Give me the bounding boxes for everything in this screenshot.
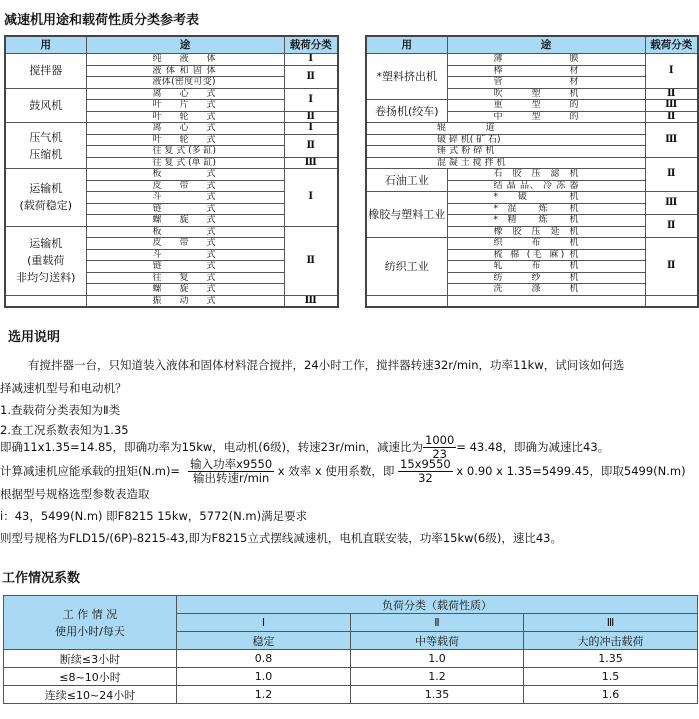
header-use1: 用 xyxy=(5,36,86,54)
equipment-group-cell: 石油工业 xyxy=(366,169,447,192)
use-cell: 吹 塑 机 xyxy=(447,88,645,100)
guide-line6: i：43，5499(N.m) 即F8215 15kw，5772(N.m)满足要求 xyxy=(0,509,308,523)
use-cell: 混 凝 土 搅 拌 机 xyxy=(366,157,645,169)
guide-step2: 2.查工况系数表知为1.35 xyxy=(0,423,129,437)
table-row xyxy=(366,54,698,66)
line3-text: 即确11x1.35=14.85，即确功率为15kw，电动机(6级)，转速23r/min，减速比为 xyxy=(0,440,424,454)
use-cell: 纺 纱 机 xyxy=(447,272,645,284)
load-class-cell: Ⅱ xyxy=(645,88,698,100)
table-row xyxy=(366,238,698,250)
load-class-cell: Ⅲ xyxy=(284,157,338,169)
value-cell: 1.2 xyxy=(351,668,524,686)
right-classification-table xyxy=(365,35,699,308)
use-cell: 斗 式 xyxy=(86,192,284,204)
use-cell: 螺 旋 式 xyxy=(86,215,284,227)
table-row xyxy=(4,686,698,704)
value-cell: 1.5 xyxy=(524,668,698,686)
load-class-cell: Ⅱ xyxy=(284,65,338,88)
table-row xyxy=(366,295,698,307)
use-cell: 螺 旋 式 xyxy=(86,284,284,296)
guide-line5: 根据型号规格选型参数表造取 xyxy=(0,487,150,501)
equipment-group-cell: 纺织工业 xyxy=(366,238,447,296)
guide-line3 xyxy=(0,434,609,461)
load-class-cell: Ⅱ xyxy=(645,111,698,123)
class-2: Ⅱ xyxy=(351,614,524,632)
fraction-denominator: 32 xyxy=(418,471,433,485)
use-cell: 中 型 的 xyxy=(447,111,645,123)
table-row xyxy=(5,88,338,100)
use-cell xyxy=(447,295,645,307)
use-cell: 破 碎 机( 矿 石) xyxy=(366,134,645,146)
load-class-cell xyxy=(645,295,698,307)
load-class-cell: Ⅰ xyxy=(284,54,338,66)
fraction-torque xyxy=(188,458,274,485)
guide-step1: 1.查载荷分类表知为Ⅱ类 xyxy=(0,403,121,417)
use-cell: 离 心 式 xyxy=(86,123,284,135)
load-class-cell: Ⅲ xyxy=(284,295,338,307)
header-use1: 用 xyxy=(366,36,447,54)
use-cell: 链 式 xyxy=(86,203,284,215)
equipment-group-cell: 橡胶与塑料工业 xyxy=(366,192,447,238)
load-class-cell: Ⅲ xyxy=(645,100,698,112)
use-cell: 橡 胶 压 延 机 xyxy=(447,226,645,238)
use-cell: 薄 膜 xyxy=(447,54,645,66)
line3-result: = 43.48，即确为减速比43。 xyxy=(456,440,610,454)
label-1: 稳定 xyxy=(177,632,351,650)
use-cell: 往 复 式 (单 缸) xyxy=(86,157,284,169)
use-cell: 纯 液 体 xyxy=(86,54,284,66)
load-class-cell: Ⅲ xyxy=(645,192,698,215)
equipment-group-cell: 卷扬机(绞车) xyxy=(366,100,447,123)
load-class-cell: Ⅰ xyxy=(645,54,698,89)
page-title: 减速机用途和载荷性质分类参考表 xyxy=(4,13,200,28)
guide-para1b: 择减速机型号和电动机？ xyxy=(0,381,127,395)
equipment-group-cell xyxy=(366,295,447,307)
value-cell: 1.0 xyxy=(351,650,524,668)
corner-header: 工 作 情 况 使用小时/每天 xyxy=(4,596,177,650)
use-cell: 往 复 式 (多 缸) xyxy=(86,146,284,158)
guide-heading: 选用说明 xyxy=(8,330,61,345)
use-cell: 石 胶 压 滤 机 xyxy=(447,169,645,181)
load-class-cell: Ⅰ xyxy=(284,88,338,111)
fraction-denominator: 输出转速r/min xyxy=(192,471,270,485)
value-cell: 1.35 xyxy=(524,650,698,668)
service-factor-table xyxy=(3,595,698,704)
use-cell: 板 式 xyxy=(86,169,284,181)
use-cell: 结 晶 品、 冷 冻 器 xyxy=(447,180,645,192)
header-use2: 途 xyxy=(86,36,284,54)
table-row xyxy=(366,192,698,204)
line4-mid: x 效率 x 使用系数，即 xyxy=(274,464,399,478)
load-class-cell: Ⅱ xyxy=(284,111,338,123)
table-row xyxy=(5,226,338,238)
use-cell: *破 机 xyxy=(447,192,645,204)
line4-text: 计算减速机应能承载的扭矩(N.m)= xyxy=(0,464,181,478)
use-cell: 板 式 xyxy=(86,226,284,238)
load-class-cell: Ⅱ xyxy=(645,215,698,238)
header-rating: 载荷分类 xyxy=(645,36,698,54)
value-cell: 0.8 xyxy=(177,650,351,668)
fraction-numerator: 15x9550 xyxy=(400,457,451,471)
equipment-group-cell: *塑料挤出机 xyxy=(366,54,447,100)
class-3: Ⅲ xyxy=(524,614,698,632)
use-cell: 液体(密度可变) xyxy=(86,77,284,89)
use-cell: 液 体 和 固 体 xyxy=(86,65,284,77)
condition-cell: 连续≤10~24小时 xyxy=(4,686,177,704)
use-cell: 辊 道 xyxy=(366,123,645,135)
load-class-header: 负荷分类（载荷性质） xyxy=(177,596,698,614)
table-row xyxy=(5,295,338,307)
value-cell: 1.2 xyxy=(177,686,351,704)
fraction-numerator: 1000 xyxy=(425,433,455,447)
fraction-numerator: 输入功率x9550 xyxy=(190,457,273,471)
factor-heading: 工作情况系数 xyxy=(2,571,81,586)
use-cell: 往 复 式 xyxy=(86,272,284,284)
left-classification-table xyxy=(4,35,339,308)
load-class-cell: Ⅰ xyxy=(284,123,338,135)
guide-line4 xyxy=(0,458,686,485)
use-cell: 织 布 机 xyxy=(447,238,645,250)
value-cell: 1.6 xyxy=(524,686,698,704)
use-cell: *精 炼 机 xyxy=(447,215,645,227)
use-cell: 锤 式 粉 碎 机 xyxy=(366,146,645,158)
class-1: Ⅰ xyxy=(177,614,351,632)
load-class-cell: Ⅰ xyxy=(284,169,338,227)
use-cell: 叶 片 式 xyxy=(86,100,284,112)
header-use2: 途 xyxy=(447,36,645,54)
use-cell: 洗 涤 机 xyxy=(447,284,645,296)
use-cell: 梳 棉 (毛 麻) 机 xyxy=(447,249,645,261)
use-cell: 振 动 式 xyxy=(86,295,284,307)
table-row xyxy=(5,54,338,66)
use-cell: 重 型 的 xyxy=(447,100,645,112)
table-row xyxy=(5,123,338,135)
table-row xyxy=(366,123,698,135)
guide-line7: 则型号规格为FLD15/(6P)-8215-43,即为F8215立式摆线减速机，电机直联安装，功率15kw(6级)，速比43。 xyxy=(0,531,562,545)
equipment-group-cell: 运输机 (载荷稳定) xyxy=(5,169,86,227)
equipment-group-cell: 压气机 压缩机 xyxy=(5,123,86,169)
header-rating: 载荷分类 xyxy=(284,36,338,54)
condition-cell: ≤8~10小时 xyxy=(4,668,177,686)
load-class-cell: Ⅱ xyxy=(284,226,338,295)
load-class-cell: Ⅲ xyxy=(645,123,698,158)
table-row xyxy=(366,100,698,112)
value-cell: 1.0 xyxy=(177,668,351,686)
label-3: 大的冲击载荷 xyxy=(524,632,698,650)
use-cell: *混 炼 机 xyxy=(447,203,645,215)
use-cell: 皮 带 式 xyxy=(86,238,284,250)
table-row xyxy=(5,169,338,181)
fraction-denominator: 23 xyxy=(432,447,447,461)
condition-cell: 断续≤3小时 xyxy=(4,650,177,668)
use-cell: 离 心 式 xyxy=(86,88,284,100)
fraction-values xyxy=(398,458,453,485)
use-cell: 斗 式 xyxy=(86,249,284,261)
equipment-group-cell: 运输机 (重载荷 非均匀送料) xyxy=(5,226,86,295)
use-cell: 轧 布 机 xyxy=(447,261,645,273)
use-cell: 管 材 xyxy=(447,77,645,89)
use-cell: 皮 带 式 xyxy=(86,180,284,192)
equipment-group-cell: 搅拌器 xyxy=(5,54,86,89)
use-cell: 链 式 xyxy=(86,261,284,273)
equipment-group-cell: 鼓风机 xyxy=(5,88,86,123)
use-cell: 棒 材 xyxy=(447,65,645,77)
table-row xyxy=(4,650,698,668)
line4-result: x 0.90 x 1.35=5499.45，即取5499(N.m) xyxy=(452,464,686,478)
guide-para1: 有搅拌器一台，只知道装入液体和固体材料混合搅拌，24小时工作，搅拌器转速32r/min，功率11kw，试问该如何选 xyxy=(28,358,625,372)
table-row xyxy=(366,157,698,169)
table-row xyxy=(4,668,698,686)
load-class-cell: Ⅱ xyxy=(645,157,698,192)
load-class-cell: Ⅱ xyxy=(645,238,698,296)
label-2: 中等载荷 xyxy=(351,632,524,650)
load-class-cell: Ⅱ xyxy=(284,134,338,157)
use-cell: 叶 轮 式 xyxy=(86,134,284,146)
equipment-group-cell xyxy=(5,295,86,307)
use-cell: 叶 轮 式 xyxy=(86,111,284,123)
value-cell: 1.35 xyxy=(351,686,524,704)
